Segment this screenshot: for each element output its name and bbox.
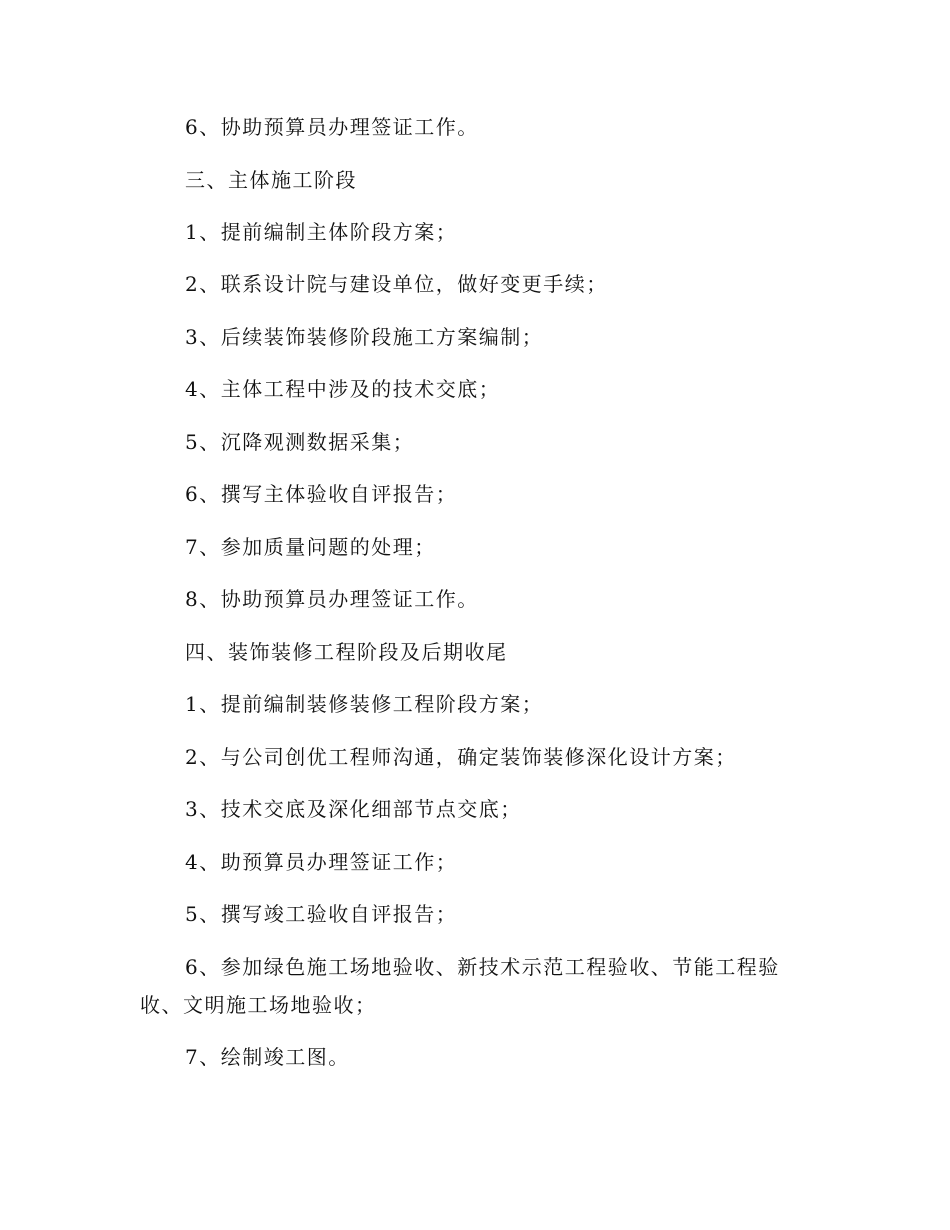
section-heading: 四、装饰装修工程阶段及后期收尾 bbox=[185, 640, 508, 664]
paragraph-item: 7、绘制竣工图。 bbox=[185, 1045, 350, 1069]
paragraph-item: 3、后续装饰装修阶段施工方案编制； bbox=[185, 325, 544, 349]
paragraph-item: 5、撰写竣工验收自评报告； bbox=[185, 902, 458, 926]
section-heading: 三、主体施工阶段 bbox=[185, 168, 357, 192]
paragraph-item: 2、与公司创优工程师沟通，确定装饰装修深化设计方案； bbox=[185, 745, 737, 769]
paragraph-item: 2、联系设计院与建设单位，做好变更手续； bbox=[185, 272, 608, 296]
paragraph-item: 7、参加质量问题的处理； bbox=[185, 535, 436, 559]
paragraph-item: 4、助预算员办理签证工作； bbox=[185, 850, 458, 874]
paragraph-item: 6、协助预算员办理签证工作。 bbox=[185, 115, 479, 139]
paragraph-item: 1、提前编制主体阶段方案； bbox=[185, 220, 458, 244]
paragraph-item: 5、沉降观测数据采集； bbox=[185, 430, 415, 454]
paragraph-item: 6、撰写主体验收自评报告； bbox=[185, 482, 458, 506]
paragraph-item: 3、技术交底及深化细部节点交底； bbox=[185, 797, 522, 821]
paragraph-item: 8、协助预算员办理签证工作。 bbox=[185, 587, 479, 611]
paragraph-item: 4、主体工程中涉及的技术交底； bbox=[185, 377, 501, 401]
paragraph-item: 6、参加绿色施工场地验收、新技术示范工程验收、节能工程验收、文明施工场地验收； bbox=[140, 955, 780, 1017]
paragraph-item: 1、提前编制装修装修工程阶段方案； bbox=[185, 692, 544, 716]
